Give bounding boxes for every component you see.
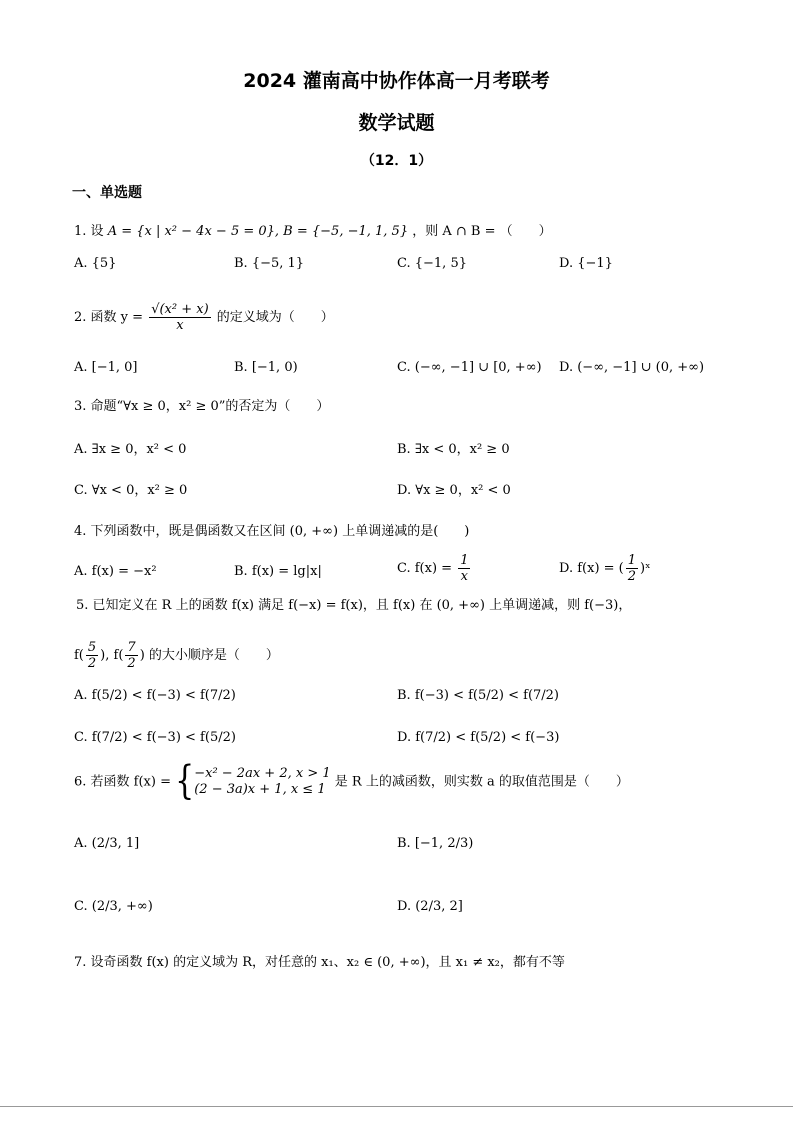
q2-denominator: x: [176, 318, 184, 333]
q2-tail: 的定义域为（ ）: [216, 310, 334, 325]
q4-c-prefix: C. f(x) =: [397, 561, 453, 576]
q5-option-d: D. f(7/2) < f(5/2) < f(−3): [397, 730, 560, 745]
q3-option-c: C. ∀x < 0，x² ≥ 0: [74, 483, 188, 498]
q4-c-numerator: 1: [460, 553, 469, 568]
q2-fraction: [149, 302, 210, 333]
q4-d-fraction: [626, 553, 638, 584]
q6-tail: 是 R 上的减函数，则实数 a 的取值范围是（ ）: [334, 774, 629, 790]
q4-d-numerator: 1: [627, 553, 637, 568]
q6-option-b: B. [−1, 2/3): [397, 836, 474, 851]
q3-option-d: D. ∀x ≥ 0，x² < 0: [397, 483, 511, 498]
q5-option-c: C. f(7/2) < f(−3) < f(5/2): [74, 730, 236, 745]
question-6: [74, 758, 629, 805]
q4-d-suffix: )ˣ: [640, 561, 651, 576]
q2-option-a: A. [−1, 0]: [74, 360, 138, 375]
question-3: 3. 命题“∀x ≥ 0，x² ≥ 0”的否定为（ ）: [74, 399, 330, 414]
question-1: [74, 222, 552, 242]
brace-symbol: {: [175, 758, 195, 805]
q1-option-a: A. {5}: [74, 256, 117, 271]
q4-option-b: B. f(x) = lg|x|: [234, 564, 322, 579]
q3-option-a: A. ∃x ≥ 0，x² < 0: [74, 442, 187, 457]
question-4: 4. 下列函数中，既是偶函数又在区间 (0, +∞) 上单调递减的是( ): [74, 524, 470, 539]
q1-tail: ，则 A ∩ B = （ ）: [412, 224, 552, 239]
question-5-line-2: [74, 640, 279, 671]
exam-date: （12．1）: [360, 153, 433, 169]
q1-number: 1. 设: [74, 224, 104, 239]
q4-option-c: [397, 553, 472, 584]
q1-option-c: C. {−1, 5}: [397, 256, 467, 271]
q6-case-2: (2 − 3a)x + 1, x ≤ 1: [194, 782, 326, 797]
question-5-line-1: 5. 已知定义在 R 上的函数 f(x) 满足 f(−x) = f(x)，且 f(x) 在 (0, +∞) 上单调递减，则 f(−3)，: [76, 598, 632, 613]
q6-option-d: D. (2/3, 2]: [397, 899, 463, 914]
q5-l2-mid: ), f(: [100, 648, 124, 663]
q2-option-c: C. (−∞, −1] ∪ [0, +∞): [397, 360, 542, 375]
q5-n2: 7: [127, 640, 136, 655]
q1-option-b: B. {−5, 1}: [234, 256, 305, 271]
question-2: [74, 302, 334, 333]
question-7: 7. 设奇函数 f(x) 的定义域为 R，对任意的 x₁、x₂ ∈ (0, +∞)，且 x₁ ≠ x₂，都有不等: [74, 955, 565, 970]
q1-option-d: D. {−1}: [559, 256, 613, 271]
page-bottom-divider: [0, 1106, 793, 1107]
q5-d2: 2: [127, 656, 136, 671]
q5-d1: 2: [87, 656, 97, 671]
q2-numerator: √(x² + x): [151, 302, 209, 317]
q2-prefix: 2. 函数 y =: [74, 310, 144, 325]
q4-option-d: [559, 553, 651, 584]
q5-fraction-2: [125, 640, 137, 671]
q4-option-a: A. f(x) = −x²: [74, 564, 157, 579]
q5-option-b: B. f(−3) < f(5/2) < f(7/2): [397, 688, 560, 703]
q4-c-fraction: [458, 553, 470, 584]
q2-option-d: D. (−∞, −1] ∪ (0, +∞): [559, 360, 705, 375]
exam-subject: 数学试题: [358, 112, 435, 134]
q4-c-denominator: x: [460, 569, 469, 584]
q6-case-1: −x² − 2ax + 2, x > 1: [194, 766, 331, 781]
q6-prefix: 6. 若函数 f(x) =: [74, 774, 171, 790]
q2-option-b: B. [−1, 0): [234, 360, 298, 375]
q1-sets: A = {x | x² − 4x − 5 = 0}, B = {−5, −1, 1, 5}: [107, 224, 409, 239]
q5-n1: 5: [87, 640, 97, 655]
exam-title: 2024 灌南高中协作体高一月考联考: [243, 70, 550, 92]
q6-option-a: A. (2/3, 1]: [74, 836, 140, 851]
q6-option-c: C. (2/3, +∞): [74, 899, 153, 914]
q3-option-b: B. ∃x < 0，x² ≥ 0: [397, 442, 510, 457]
q5-l2-prefix: f(: [74, 648, 84, 663]
q4-d-denominator: 2: [627, 569, 637, 584]
q5-option-a: A. f(5/2) < f(−3) < f(7/2): [74, 688, 236, 703]
section-heading: 一、单选题: [72, 185, 142, 201]
q5-fraction-1: [86, 640, 98, 671]
q6-piecewise: [194, 766, 330, 798]
q4-d-prefix: D. f(x) = (: [559, 561, 624, 576]
q5-l2-suffix: ) 的大小顺序是（ ）: [139, 648, 279, 663]
